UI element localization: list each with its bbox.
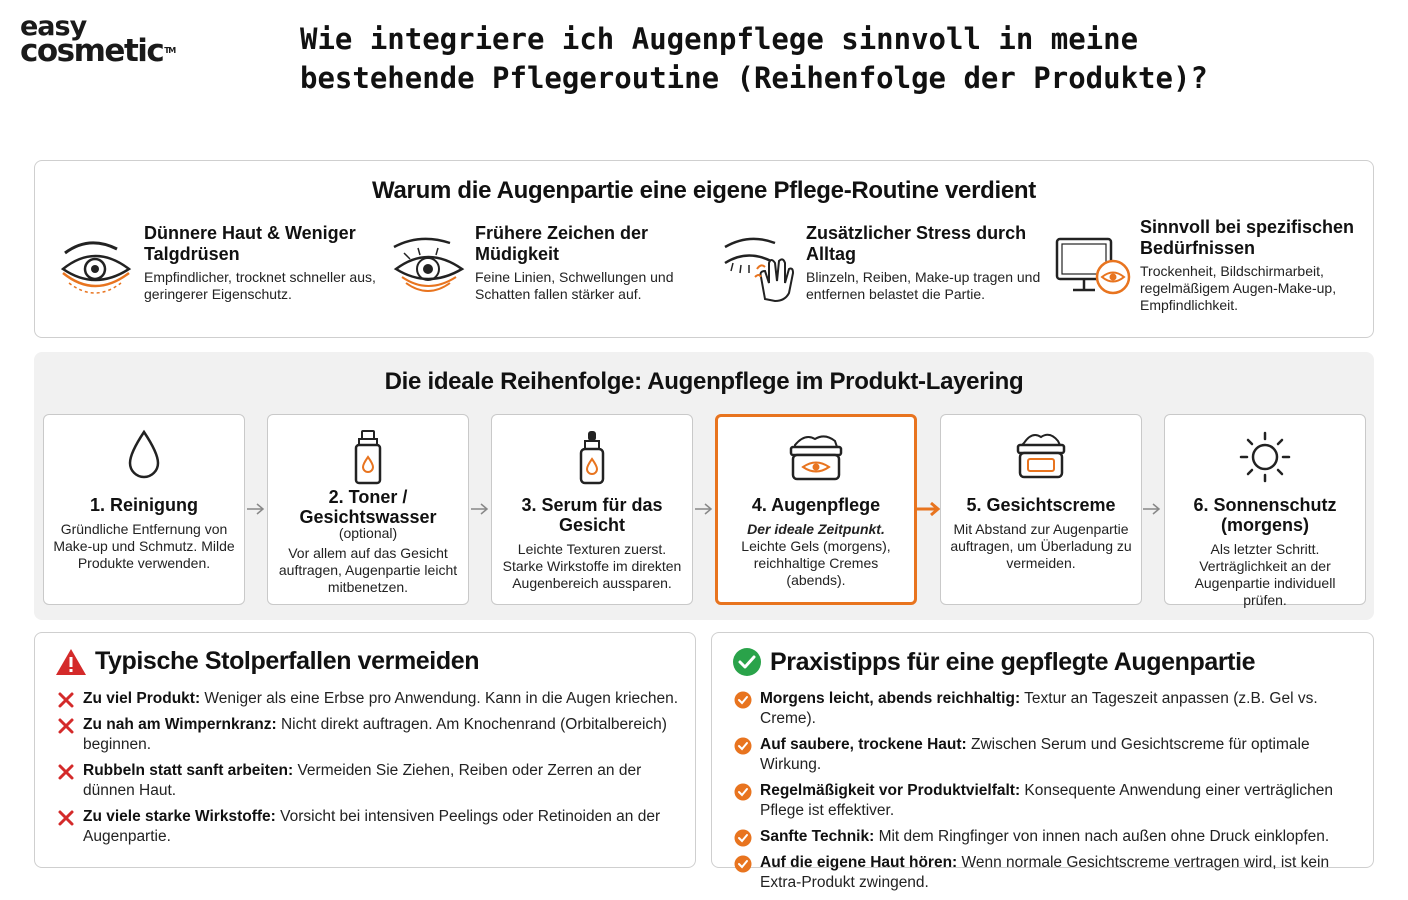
tired-eye-icon — [390, 233, 470, 303]
step-text: Vor allem auf das Gesicht auftragen, Augenpartie leicht mitbenetzen. — [278, 545, 458, 595]
check-icon — [734, 691, 752, 709]
order-section-title: Die ideale Reihenfolge: Augenpflege im Produkt-Layering — [384, 368, 1024, 395]
tip-label: Auf die eigene Haut hören: — [760, 854, 958, 871]
tips-section — [711, 632, 1374, 891]
why-heading: Sinnvoll bei spezifischen Bedürfnissen — [1140, 217, 1355, 258]
pitfall-item — [57, 715, 685, 755]
pitfall-label: Rubbeln statt sanft arbeiten: — [83, 762, 294, 779]
arrow-right-icon — [470, 502, 490, 516]
why-heading: Dünnere Haut & Weniger Talgdrüsen — [144, 223, 356, 264]
why-heading: Zusätzlicher Stress durch Alltag — [806, 223, 1027, 264]
tip-item — [734, 781, 1363, 821]
pitfalls-section — [34, 632, 696, 868]
cross-icon — [57, 763, 75, 781]
eye-thin-skin-icon — [59, 233, 139, 303]
pitfall-label: Zu nah am Wimpernkranz: — [83, 716, 277, 733]
pitfall-item — [57, 761, 685, 801]
order-section — [34, 352, 1374, 620]
why-section-title: Warum die Augenpartie eine eigene Pflege-Routine verdient — [372, 177, 1036, 204]
step-text: Mit Abstand zur Augenpartie auftragen, um Überladung zu vermeiden. — [950, 521, 1132, 571]
step-text: Leichte Gels (morgens), reichhaltige Cremes (abends). — [741, 538, 891, 588]
brand-line-1: easy — [20, 11, 87, 42]
step-text: Gründliche Entfernung von Make-up und Schmutz. Milde Produkte verwenden. — [53, 521, 235, 571]
step-title: 2. Toner / Gesichtswasser — [299, 487, 437, 527]
step-subtitle: (optional) — [338, 525, 398, 541]
pitfall-item — [57, 689, 685, 709]
arrow-right-icon — [694, 502, 714, 516]
tip-label: Sanfte Technik: — [760, 828, 875, 845]
tip-text: Konsequente Anwendung einer verträglichen Pflege ist effektiver. — [760, 782, 1333, 819]
pitfall-text: Nicht direkt auftragen. Am Knochenrand (Orbitalbereich) beginnen. — [83, 716, 667, 753]
tip-item — [734, 689, 1363, 729]
pitfall-text: Vermeiden Sie Ziehen, Reiben oder Zerren an der dünnen Haut. — [83, 762, 642, 799]
cross-icon — [57, 809, 75, 827]
tip-label: Morgens leicht, abends reichhaltig: — [760, 690, 1021, 707]
step-text: Leichte Texturen zuerst. Starke Wirkstoffe im direkten Augenbereich aussparen. — [502, 541, 682, 591]
cross-icon — [57, 691, 75, 709]
arrow-right-accent-icon — [916, 500, 942, 518]
step-face-cream — [940, 414, 1142, 605]
tip-text: Wenn normale Gesichtscreme vertragen wird, ist kein Extra-Produkt zwingend. — [760, 854, 1330, 891]
screen-eye-icon — [1055, 233, 1135, 303]
check-icon — [734, 783, 752, 801]
pitfall-item — [57, 807, 685, 847]
step-emphasis: Der ideale Zeitpunkt. — [747, 521, 885, 537]
check-icon — [734, 855, 752, 873]
why-text: Trockenheit, Bildschirmarbeit, regelmäßigem Augen-Make-up, Empfindlichkeit. — [1140, 263, 1337, 313]
why-text: Feine Linien, Schwellungen und Schatten fallen stärker auf. — [475, 269, 674, 302]
step-sunscreen — [1164, 414, 1366, 608]
check-circle-icon — [732, 647, 762, 677]
why-section — [34, 160, 1374, 338]
step-title: 1. Reinigung — [90, 495, 198, 515]
step-title: 4. Augenpflege — [751, 495, 881, 515]
why-text: Blinzeln, Reiben, Make-up tragen und entfernen belastet die Partie. — [806, 269, 1041, 302]
cross-icon — [57, 717, 75, 735]
tip-item — [734, 853, 1363, 893]
why-text: Empfindlicher, trocknet schneller aus, geringerer Eigenschutz. — [144, 269, 376, 302]
water-drop-icon — [124, 429, 164, 483]
tips-title: Praxistipps für eine gepflegte Augenpartie — [770, 647, 1256, 676]
tip-label: Regelmäßigkeit vor Produktvielfalt: — [760, 782, 1021, 799]
sun-icon — [1237, 429, 1293, 485]
eye-cream-jar-icon — [787, 431, 845, 481]
brand-line-2: cosmetic — [20, 33, 164, 69]
step-eye-care — [715, 414, 917, 605]
warning-icon — [55, 648, 87, 676]
check-icon — [734, 829, 752, 847]
step-title: 3. Serum für das Gesicht — [521, 495, 663, 535]
step-title: 5. Gesichtscreme — [966, 495, 1116, 515]
eye-rubbing-hand-icon — [721, 233, 801, 303]
brand-logo — [20, 11, 175, 69]
arrow-right-icon — [1142, 502, 1162, 516]
step-serum — [491, 414, 693, 605]
check-icon — [734, 737, 752, 755]
pitfall-text: Vorsicht bei intensiven Peelings oder Retinoiden an der Augenpartie. — [83, 808, 661, 845]
step-text: Als letzter Schritt. Verträglichkeit an der Augenpartie individuell prüfen. — [1194, 541, 1336, 608]
step-toner — [267, 414, 469, 605]
tip-item — [734, 735, 1363, 775]
pitfall-label: Zu viel Produkt: — [83, 690, 201, 707]
page-title: Wie integriere ich Augenpflege sinnvoll in meine bestehende Pflegeroutine (Reihenfolge der Produkte)? — [300, 22, 1208, 95]
why-heading: Frühere Zeichen der Müdigkeit — [475, 223, 649, 264]
tip-text: Zwischen Serum und Gesichtscreme für optimale Wirkung. — [760, 736, 1310, 773]
step-title: 6. Sonnenschutz (morgens) — [1193, 495, 1337, 535]
tip-label: Auf saubere, trockene Haut: — [760, 736, 967, 753]
pitfalls-title: Typische Stolperfallen vermeiden — [95, 647, 480, 675]
arrow-right-icon — [246, 502, 266, 516]
tip-text: Textur an Tageszeit anpassen (z.B. Gel vs. Creme). — [760, 690, 1318, 727]
tip-text: Mit dem Ringfinger von innen nach außen ohne Druck einklopfen. — [874, 828, 1330, 845]
pitfall-label: Zu viele starke Wirkstoffe: — [83, 808, 276, 825]
step-cleansing — [43, 414, 245, 605]
pitfall-text: Weniger als eine Erbse pro Anwendung. Kann in die Augen kriechen. — [200, 690, 679, 707]
brand-trademark: TM — [164, 46, 175, 55]
serum-dropper-icon — [577, 429, 607, 485]
face-cream-jar-icon — [1014, 429, 1068, 479]
tip-item — [734, 827, 1363, 847]
toner-bottle-icon — [353, 429, 383, 485]
